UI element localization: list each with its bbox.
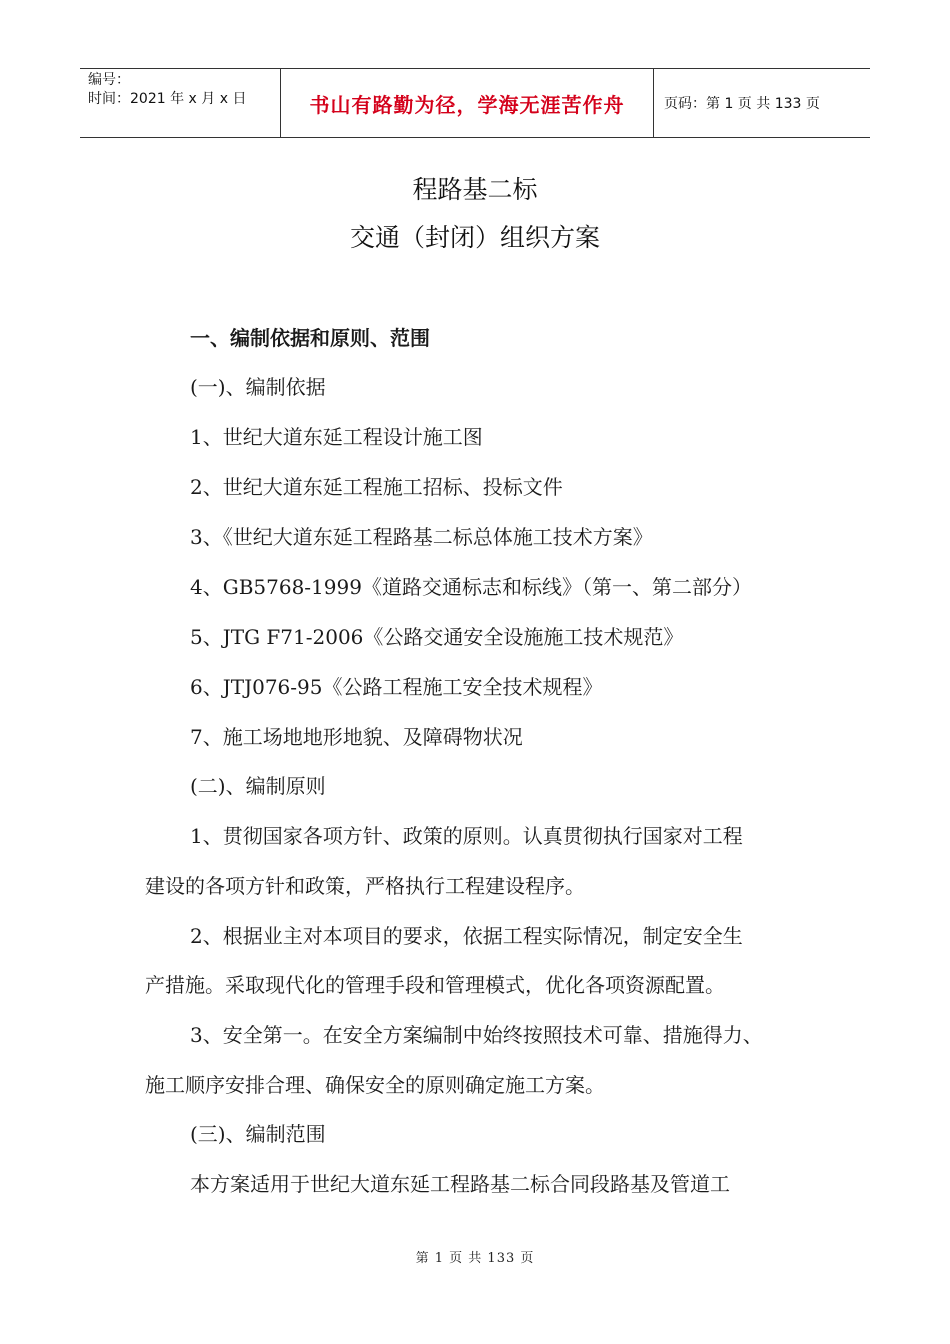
principle-paragraph-line: 1、贯彻国家各项方针、政策的原则。认真贯彻执行国家对工程 (190, 824, 743, 848)
document-number-label: 编号： (88, 72, 130, 88)
subsection-heading: (三)、编制范围 (190, 1122, 326, 1146)
document-title-line1: 程路基二标 (412, 175, 538, 204)
basis-item: 2、世纪大道东延工程施工招标、投标文件 (190, 475, 563, 499)
subsection-heading: (一)、编制依据 (190, 375, 326, 399)
page-footer: 第 1 页 共 133 页 (415, 1251, 535, 1266)
principle-paragraph-line: 产措施。采取现代化的管理手段和管理模式，优化各项资源配置。 (145, 973, 725, 997)
principle-paragraph-line: 2、根据业主对本项目的要求，依据工程实际情况，制定安全生 (190, 924, 743, 948)
scope-paragraph-line: 本方案适用于世纪大道东延工程路基二标合同段路基及管道工 (190, 1172, 730, 1196)
basis-item: 7、施工场地地形地貌、及障碍物状况 (190, 725, 523, 749)
principle-paragraph-line: 建设的各项方针和政策，严格执行工程建设程序。 (145, 874, 585, 898)
basis-item: 6、JTJ076-95《公路工程施工安全技术规程》 (190, 675, 603, 699)
basis-item: 5、JTG F71-2006《公路交通安全设施施工技术规范》 (190, 625, 684, 649)
header-page-info: 页码：第 1 页 共 133 页 (664, 96, 820, 112)
document-date-label: 时间：2021 年 x 月 x 日 (88, 91, 247, 107)
section-heading: 一、编制依据和原则、范围 (190, 326, 430, 350)
header-meta-cell (80, 69, 281, 137)
basis-item: 1、世纪大道东延工程设计施工图 (190, 425, 483, 449)
header-motto: 书山有路勤为径，学海无涯苦作舟 (281, 69, 654, 137)
subsection-heading: (二)、编制原则 (190, 774, 326, 798)
principle-paragraph-line: 施工顺序安排合理、确保安全的原则确定施工方案。 (145, 1073, 605, 1097)
document-title-line2: 交通（封闭）组织方案 (349, 223, 600, 252)
page-header-table (80, 68, 870, 138)
principle-paragraph-line: 3、安全第一。在安全方案编制中始终按照技术可靠、措施得力、 (190, 1023, 763, 1047)
basis-item: 4、GB5768-1999《道路交通标志和标线》（第一、第二部分） (190, 575, 752, 599)
basis-item: 3、《世纪大道东延工程路基二标总体施工技术方案》 (190, 525, 653, 549)
